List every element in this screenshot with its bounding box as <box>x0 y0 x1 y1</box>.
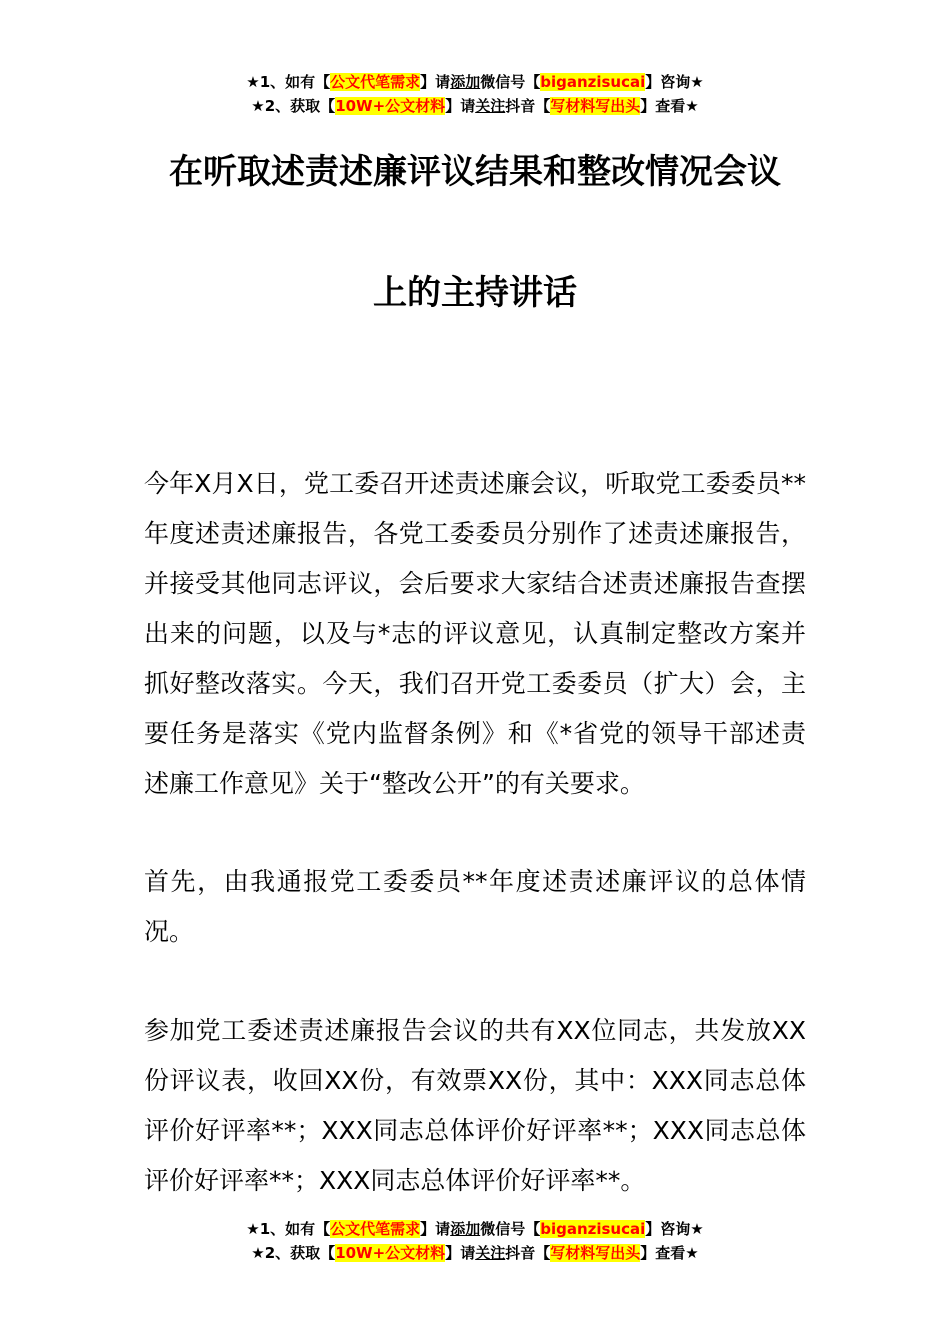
promo-text: 抖音【 <box>505 1244 551 1262</box>
body-paragraph: 今年X月X日，党工委召开述责述廉会议，听取党工委委员**年度述责述廉报告，各党工委委员分别作了述责述廉报告，并接受其他同志评议，会后要求大家结合述责述廉报告查摆出来的问题，以及与*志的评议意见，认真制定整改方案并抓好整改落实。今天，我们召开党工委委员（扩大）会，主要任务是落实《党内监督条例》和《*省党的领导干部述责述廉工作意见》关于“整改公开”的有关要求。 <box>144 469 806 798</box>
promo-highlight: 公文代笔需求 <box>330 73 421 91</box>
wechat-id-highlight: biganzisucai <box>540 73 646 91</box>
body-paragraph: 首先，由我通报党工委委员**年度述责述廉评议的总体情况。 <box>144 867 806 946</box>
promo-underlined-text: 关注 <box>475 1244 506 1262</box>
promo-text: ★2、获取【 <box>251 1244 336 1262</box>
promo-text: 】查看★ <box>640 1244 699 1262</box>
document-title-line-2: 上的主持讲话 <box>373 273 577 313</box>
promo-text: 】请 <box>445 97 476 115</box>
promo-line-2 <box>0 1241 950 1265</box>
promo-text: 】请 <box>420 73 451 91</box>
promo-text: ★1、如有【 <box>246 1220 331 1238</box>
body-paragraph: 参加党工委述责述廉报告会议的共有XX位同志，共发放XX份评议表，收回XX份，有效票XX份，其中：XXX同志总体评价好评率**；XXX同志总体评价好评率**；XXX同志总体评价好评率**；XXX同志总体评价好评率**。 <box>144 1016 806 1195</box>
promo-text: 微信号【 <box>480 73 541 91</box>
wechat-id-highlight: biganzisucai <box>540 1220 646 1238</box>
promo-underlined-text: 添加 <box>450 1220 481 1238</box>
douyin-id-highlight: 写材料写出头 <box>550 1244 641 1262</box>
promo-line-1 <box>0 70 950 94</box>
promo-underlined-text: 关注 <box>475 97 506 115</box>
document-title-line-1: 在听取述责述廉评议结果和整改情况会议 <box>169 152 781 192</box>
promo-banner-top <box>0 70 950 118</box>
promo-text: ★2、获取【 <box>251 97 336 115</box>
promo-text: 】请 <box>445 1244 476 1262</box>
promo-text: ★1、如有【 <box>246 73 331 91</box>
promo-text: 】请 <box>420 1220 451 1238</box>
promo-text: 】咨询★ <box>645 73 704 91</box>
promo-line-1 <box>0 1217 950 1241</box>
promo-text: 】咨询★ <box>645 1220 704 1238</box>
promo-highlight: 10W+公文材料 <box>335 1244 446 1262</box>
promo-text: 抖音【 <box>505 97 551 115</box>
promo-underlined-text: 添加 <box>450 73 481 91</box>
promo-text: 微信号【 <box>480 1220 541 1238</box>
promo-highlight: 10W+公文材料 <box>335 97 446 115</box>
douyin-id-highlight: 写材料写出头 <box>550 97 641 115</box>
promo-banner-bottom <box>0 1217 950 1265</box>
promo-text: 】查看★ <box>640 97 699 115</box>
promo-line-2 <box>0 94 950 118</box>
promo-highlight: 公文代笔需求 <box>330 1220 421 1238</box>
